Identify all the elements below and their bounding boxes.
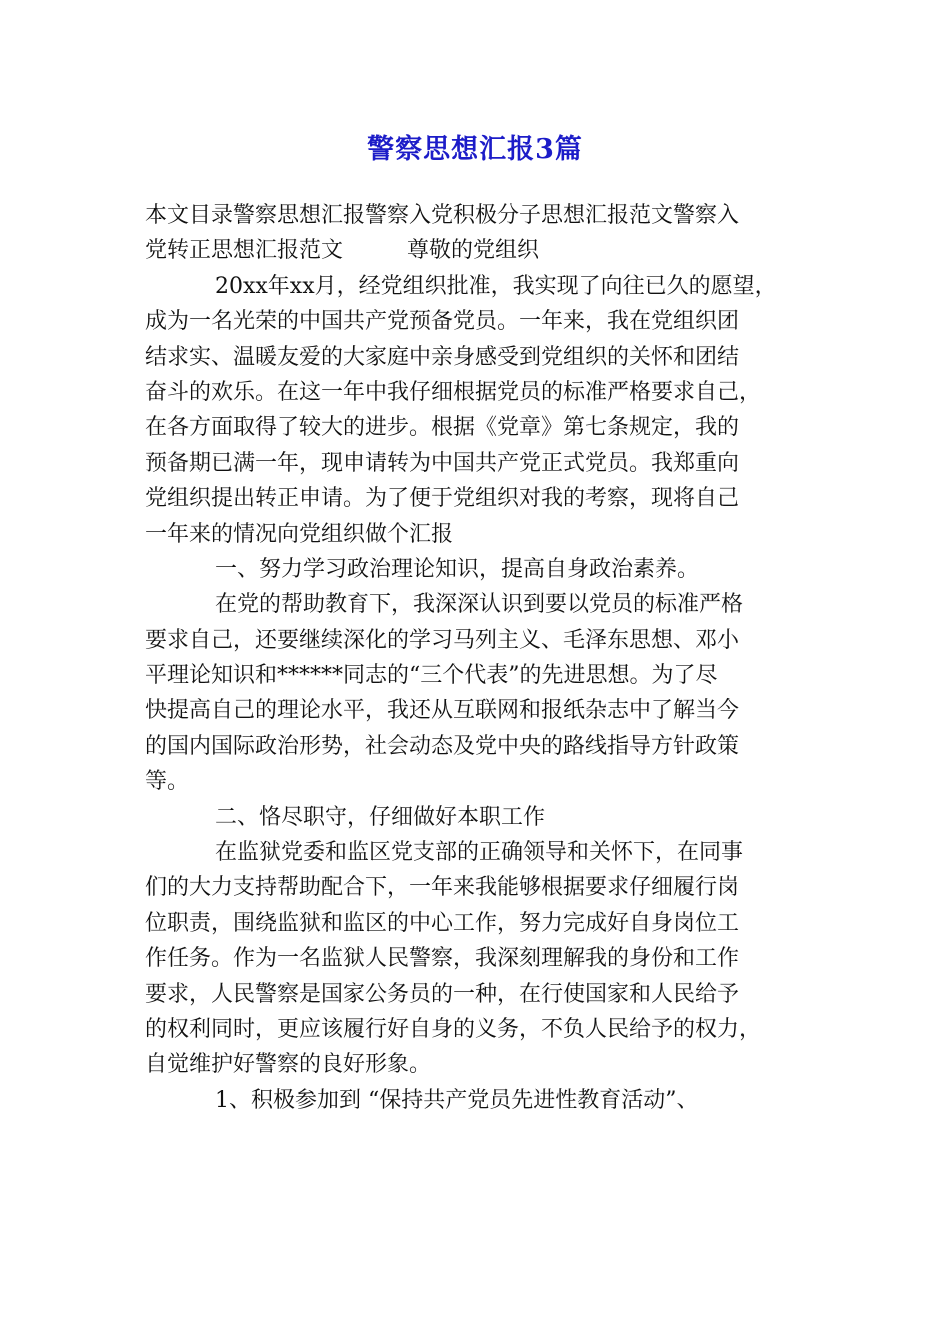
text-line (145, 941, 825, 976)
text-line (145, 870, 825, 905)
text-line (145, 375, 825, 410)
text-line-content: 奋斗的欢乐。在这一年中我仔细根据党员的标准严格要求自己， (145, 379, 762, 405)
text-line (145, 517, 825, 552)
text-line-content: 作任务。作为一名监狱人民警察，我深刻理解我的身份和工作 (145, 946, 740, 972)
text-line (145, 729, 825, 764)
text-line-content: 在党的帮助教育下，我深深认识到要以党员的标准严格 (215, 592, 744, 618)
text-line (145, 304, 825, 339)
text-line-content: 在监狱党委和监区党支部的正确领导和关怀下，在同事 (215, 840, 744, 866)
text-line (145, 233, 825, 268)
text-line (145, 658, 825, 693)
text-line (145, 1047, 825, 1082)
text-line-content: 们的大力支持帮助配合下，一年来我能够根据要求仔细履行岗 (145, 875, 740, 901)
text-line (145, 835, 825, 870)
text-line-content: 党转正思想汇报范文 (145, 238, 344, 264)
text-line-content: 成为一名光荣的中国共产党预备党员。一年来，我在党组织团 (145, 309, 740, 335)
text-line-content: 要求，人民警察是国家公务员的一种，在行使国家和人民给予 (145, 981, 740, 1007)
text-line (145, 198, 825, 233)
text-line (145, 446, 825, 481)
text-line-content: 快提高自己的理论水平，我还从互联网和报纸杂志中了解当今 (145, 698, 740, 724)
text-line (145, 587, 825, 622)
text-line-content: 一、努力学习政治理论知识，提高自身政治素养。 (215, 556, 700, 582)
text-line-content: 的权利同时，更应该履行好自身的义务，不负人民给予的权力， (145, 1016, 762, 1042)
text-line (145, 552, 825, 587)
salutation-text: 尊敬的党组织 (407, 238, 540, 264)
text-line-content: 平理论知识和******同志的“三个代表”的先进思想。为了尽 (145, 663, 718, 689)
text-line-content: 位职责，围绕监狱和监区的中心工作，努力完成好自身岗位工 (145, 910, 740, 936)
text-line (145, 693, 825, 728)
text-line (145, 340, 825, 375)
text-line-content: 1、积极参加到 “保持共产党员先进性教育活动”、 (215, 1087, 699, 1113)
text-line-content: 20xx年xx月，经党组织批准，我实现了向往已久的愿望， (215, 273, 777, 299)
text-line (145, 764, 825, 799)
document-title: 警察思想汇报3篇 (367, 134, 583, 165)
text-line-content: 本文目录警察思想汇报警察入党积极分子思想汇报范文警察入 (145, 203, 740, 228)
text-line-content: 预备期已满一年，现申请转为中国共产党正式党员。我郑重向 (145, 450, 740, 476)
text-line-content: 结求实、温暖友爱的大家庭中亲身感受到党组织的关怀和团结 (145, 344, 740, 370)
text-line (145, 481, 825, 516)
text-line-content: 在各方面取得了较大的进步。根据《党章》第七条规定，我的 (145, 415, 740, 441)
text-line-content: 一年来的情况向党组织做个汇报 (145, 521, 454, 547)
text-line (145, 1083, 825, 1118)
text-line (145, 1012, 825, 1047)
text-line-content: 党组织提出转正申请。为了便于党组织对我的考察，现将自己 (145, 486, 740, 512)
text-line (145, 269, 825, 304)
document-body (145, 198, 825, 1118)
text-line-content: 等。 (145, 769, 190, 795)
text-line-content: 要求自己，还要继续深化的学习马列主义、毛泽东思想、邓小 (145, 627, 740, 653)
text-line (145, 410, 825, 445)
text-line (145, 906, 825, 941)
text-line (145, 800, 825, 835)
text-line (145, 623, 825, 658)
text-line-content: 的国内国际政治形势，社会动态及党中央的路线指导方针政策 (145, 733, 740, 759)
text-line-content: 自觉维护好警察的良好形象。 (145, 1052, 432, 1078)
text-line-content: 二、恪尽职守，仔细做好本职工作 (215, 804, 546, 830)
text-line (145, 977, 825, 1012)
